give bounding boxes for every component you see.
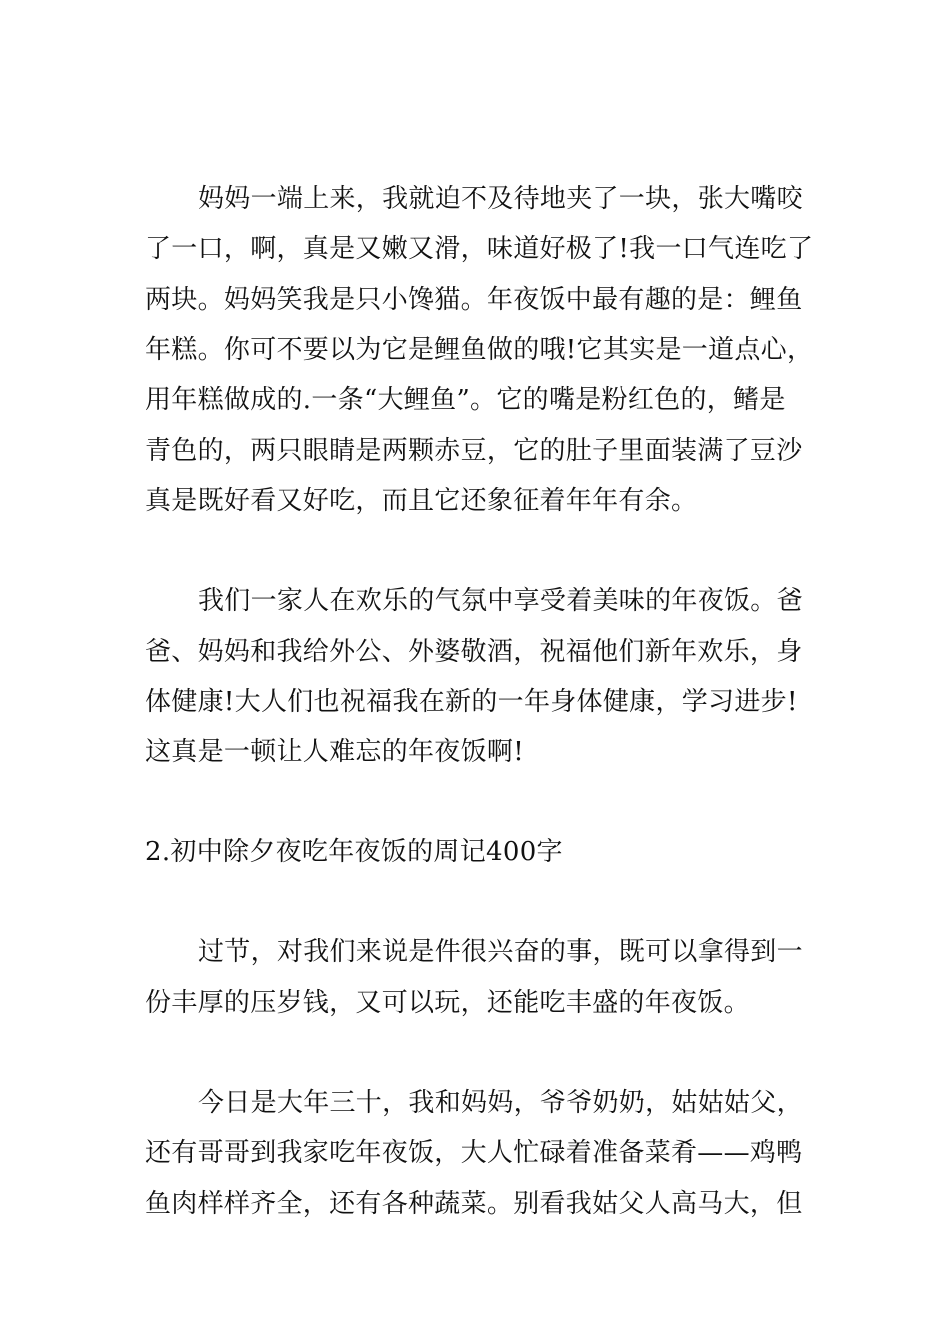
paragraph-3-line-1: 过节，对我们来说是件很兴奋的事，既可以拿得到一 [198, 937, 803, 967]
paragraph-4-line-2: 还有哥哥到我家吃年夜饭，大人忙碌着准备菜肴——鸡鸭 [145, 1138, 803, 1168]
paragraph-3-line-2: 份丰厚的压岁钱，又可以玩，还能吃丰盛的年夜饭。 [145, 988, 750, 1018]
paragraph-1-line-1: 妈妈一端上来，我就迫不及待地夹了一块，张大嘴咬 [198, 184, 803, 214]
paragraph-4-line-1: 今日是大年三十，我和妈妈，爷爷奶奶，姑姑姑父， [198, 1088, 803, 1118]
paragraph-1-line-2: 了一口，啊，真是又嫩又滑，味道好极了!我一口气连吃了 [145, 234, 814, 264]
paragraph-1-line-4: 年糕。你可不要以为它是鲤鱼做的哦!它其实是一道点心， [145, 335, 814, 365]
paragraph-4-line-3: 鱼肉样样齐全，还有各种蔬菜。别看我姑父人高马大，但 [145, 1189, 803, 1219]
paragraph-2-line-1: 我们一家人在欢乐的气氛中享受着美味的年夜饭。爸 [198, 586, 803, 616]
paragraph-1-line-7: 真是既好看又好吃，而且它还象征着年年有余。 [145, 486, 698, 516]
paragraph-2-line-2: 爸、妈妈和我给外公、外婆敬酒，祝福他们新年欢乐，身 [145, 637, 803, 667]
paragraph-1-line-3: 两块。妈妈笑我是只小馋猫。年夜饭中最有趣的是：鲤鱼 [145, 285, 803, 315]
paragraph-1-line-6: 青色的，两只眼睛是两颗赤豆，它的肚子里面装满了豆沙 [145, 436, 803, 466]
paragraph-2-line-4: 这真是一顿让人难忘的年夜饭啊! [145, 737, 524, 767]
section-heading: 2.初中除夕夜吃年夜饭的周记400字 [145, 837, 563, 867]
paragraph-2-line-3: 体健康!大人们也祝福我在新的一年身体健康，学习进步! [145, 687, 798, 717]
paragraph-1-line-5: 用年糕做成的.一条“大鲤鱼”。它的嘴是粉红色的，鳍是 [145, 385, 786, 415]
